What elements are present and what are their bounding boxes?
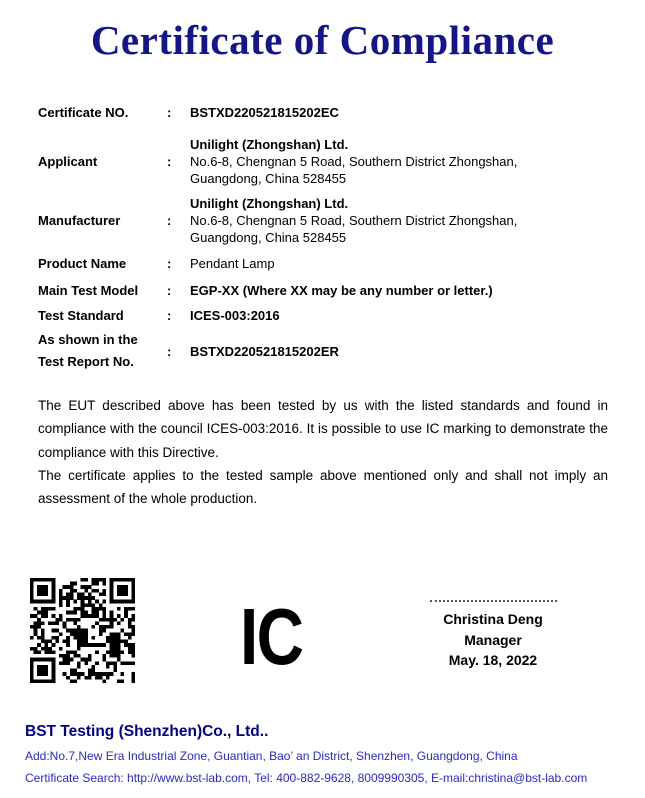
manufacturer-value [190,195,615,246]
colon-separator: : [167,343,172,359]
main-test-model-value: EGP-XX (Where XX may be any number or letter.) [190,283,493,298]
certificate-no-value: BSTXD220521815202EC [190,105,339,120]
applicant-address-line1: No.6-8, Chengnan 5 Road, Southern District Zhongshan, [190,154,518,169]
manufacturer-address-line1: No.6-8, Chengnan 5 Road, Southern District Zhongshan, [190,213,518,228]
test-standard-label: Test Standard [38,308,124,323]
field-row-main-test-model [38,282,615,299]
colon-separator: : [167,105,172,120]
field-row-test-standard [38,307,615,324]
colon-separator: : [167,213,172,228]
footer-company-name: BST Testing (Shenzhen)Co., Ltd.. [25,723,269,740]
manufacturer-label: Manufacturer [38,213,121,228]
signatory-name: Christina Deng [443,611,543,627]
footer-certificate-search: Certificate Search: http://www.bst-lab.com, Tel: 400-882-9628, 8009990305, E-mail:christina@bst-lab.com [25,771,588,785]
test-report-label [38,329,167,373]
applicant-company: Unilight (Zhongshan) Ltd. [190,137,349,152]
product-name-value: Pendant Lamp [190,256,275,271]
footer-address: Add:No.7,New Era Industrial Zone, Guantian, Bao’ an District, Shenzhen, Guangdong, China [25,749,518,763]
certificate-fields [38,100,615,373]
colon-separator: : [167,256,172,271]
field-row-test-report [38,329,615,373]
manufacturer-company: Unilight (Zhongshan) Ltd. [190,196,349,211]
product-name-label: Product Name [38,256,127,271]
applicant-address-line2: Guangdong, China 528455 [190,171,347,186]
colon-separator: : [167,283,172,298]
applicant-label: Applicant [38,154,98,169]
main-test-model-label: Main Test Model [38,283,139,298]
test-standard-value: ICES-003:2016 [190,308,280,323]
certificate-no-label: Certificate NO. [38,105,129,120]
applicant-value [190,136,615,187]
field-row-certificate-no [38,104,615,121]
field-row-manufacturer [38,195,615,246]
ic-marking-logo: IC [240,592,303,681]
signature-date: May. 18, 2022 [448,652,538,668]
certificate-title: Certificate of Compliance [90,17,555,63]
test-report-label-line2: Test Report No. [38,354,134,369]
statement-paragraph-1: The EUT described above has been tested by us with the listed standards and found in compliance with the council ICES-003:2016. It is possible to use IC marking to demonstrate the compliance with this Directive. [38,398,608,460]
signature-dotted-line [430,600,557,602]
statement-paragraph-2: The certificate applies to the tested sample above mentioned only and shall not imply an assessment of the whole production. [38,467,608,507]
qr-code [30,578,135,683]
signatory-title: Manager [464,631,522,648]
footer [25,722,625,789]
field-row-applicant [38,136,615,187]
manufacturer-address-line2: Guangdong, China 528455 [190,230,347,245]
test-report-value: BSTXD220521815202ER [190,343,339,359]
colon-separator: : [167,308,172,323]
compliance-statement [38,394,608,510]
signature-block [417,600,569,671]
colon-separator: : [167,154,172,169]
field-row-product-name [38,255,615,272]
test-report-label-line1: As shown in the [38,332,138,347]
